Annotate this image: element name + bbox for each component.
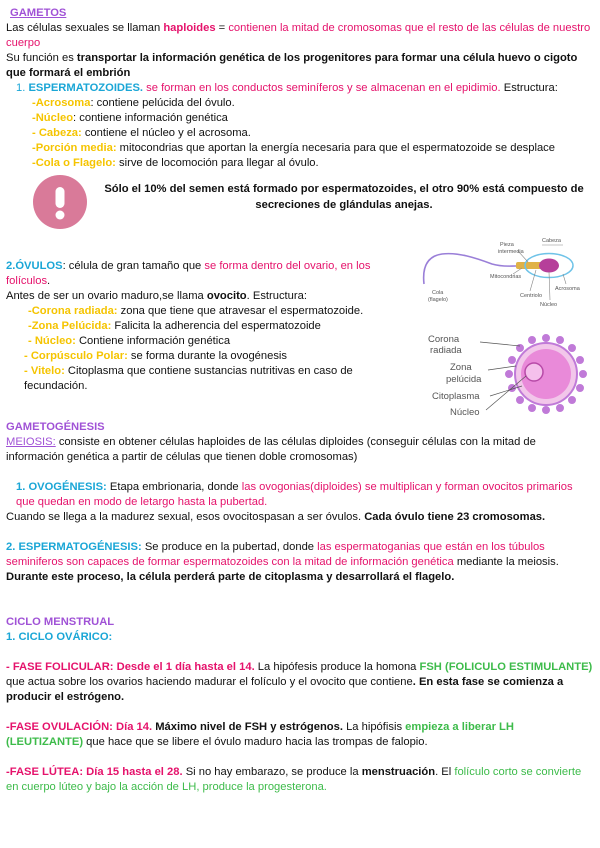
list-item — [32, 141, 594, 156]
list-item — [32, 156, 594, 171]
text-span: Su función es — [6, 52, 77, 64]
meiosis-label: MEIOSIS: — [6, 436, 56, 448]
espermatozoides-heading — [6, 81, 594, 96]
haploides-term: haploides — [163, 22, 216, 34]
label-centriolo: Centriolo — [520, 293, 543, 299]
spacer — [6, 645, 594, 660]
espermatogenesis-note: Durante este proceso, la célula perderá parte de citoplasma y desarrollará el flagelo. — [6, 571, 455, 583]
label-nucleo: Núcleo — [450, 407, 480, 418]
spacer — [6, 705, 594, 720]
text-span: que actua sobre los ovarios haciendo madurar el folículo y el ovocito que contiene — [6, 676, 413, 688]
label-zona: Zona — [450, 362, 472, 373]
item-label: - Cabeza: — [32, 127, 82, 139]
ovulos-title: 2.ÓVULOS — [6, 260, 63, 272]
ovulos-section — [6, 259, 416, 394]
text-span: mediante la meiosis. — [453, 556, 559, 568]
text-span: . — [47, 275, 51, 287]
fase-lutea-paragraph — [6, 765, 594, 795]
section-title-gametogenesis: GAMETOGÉNESIS — [6, 421, 105, 433]
text-span: que hace que se libere el óvulo maduro hacia las trompas de falopio. — [83, 736, 428, 748]
item-text: Contiene información genética — [75, 335, 231, 347]
ovogenesis-desc: las ovogonias(diploides) se multiplican y forman ovocitos primarios que quedan en modo de letargo hasta la pubertad. — [16, 481, 573, 508]
spacer — [6, 750, 594, 765]
item-text: Citoplasma que contiene sustancias nutritivas en caso de fecundación. — [24, 365, 353, 392]
ovogenesis-paragraph — [6, 480, 594, 510]
gametos-funcion-paragraph — [6, 51, 594, 81]
text-span: . El — [435, 766, 455, 778]
label-pieza: Pieza — [500, 242, 514, 248]
text-span: Antes de ser un ovario maduro,se llama — [6, 290, 207, 302]
ovocito-line — [6, 289, 416, 304]
label-acrosoma: Acrosoma — [555, 286, 580, 292]
espermatozoides-structure-list — [6, 96, 594, 171]
list-item — [24, 319, 416, 334]
list-item — [24, 304, 416, 319]
section-title-gametos: GAMETOS — [10, 7, 67, 19]
label-cabeza: Cabeza — [542, 238, 561, 244]
item-label: -Porción media: — [32, 142, 117, 154]
list-item — [24, 349, 416, 364]
alert-text: Sólo el 10% del semen está formado por espermatozoides, el otro 90% está compuesto de secreciones de glándulas anejas. — [104, 183, 584, 211]
espermatozoides-title: ESPERMATOZOIDES. — [28, 82, 144, 94]
label-corona: Corona — [428, 334, 460, 345]
gametos-haploides-paragraph — [6, 21, 594, 51]
fase-label: -FASE LÚTEA: — [6, 766, 84, 778]
label-citoplasma: Citoplasma — [432, 391, 480, 402]
list-item — [24, 364, 416, 394]
text-span: La hipófesis produce la homona — [254, 661, 420, 673]
label-intermedia: intermedia — [498, 249, 524, 255]
text-span: Se produce en la pubertad, donde — [141, 541, 318, 553]
exclamation-icon — [33, 175, 87, 229]
meiosis-paragraph — [6, 435, 594, 465]
ovocito-term: ovocito — [206, 290, 247, 302]
fase-folicular-paragraph — [6, 660, 594, 705]
espermatogenesis-title: 2. ESPERMATOGÉNESIS: — [6, 541, 142, 553]
item-label: - Corpúsculo Polar: — [24, 350, 128, 362]
fase-days: Día 15 hasta el 28. — [83, 766, 183, 778]
text-span: Cuando se llega a la madurez sexual, esos ovocitospasan a ser óvulos. — [6, 511, 365, 523]
ciclo-ovarico-subtitle: 1. CICLO OVÁRICO: — [6, 631, 113, 643]
ovulos-desc: se forma dentro del ovario, en los folículos — [6, 260, 371, 287]
sperm-diagram — [418, 236, 594, 318]
text-span: : célula de gran tamaño que — [62, 260, 205, 272]
ovogenesis-title: 1. OVOGÉNESIS: — [16, 481, 107, 493]
item-label: - Vitelo: — [24, 365, 65, 377]
text-span: La hipófisis — [342, 721, 406, 733]
ovule-diagram — [428, 330, 594, 422]
text-span: Las células sexuales se llaman — [6, 22, 164, 34]
ovulos-structure-list — [6, 304, 416, 394]
spacer — [6, 465, 594, 480]
text-span: Estructura: — [500, 82, 558, 94]
fsh-max-note: Máximo nivel de FSH y estrógenos. — [152, 721, 343, 733]
text-span: Etapa embrionaria, donde — [106, 481, 242, 493]
spacer — [6, 525, 594, 540]
label-pelucida: pelúcida — [446, 374, 482, 385]
espermatogenesis-paragraph — [6, 540, 594, 570]
alert-callout — [6, 175, 594, 233]
item-label: -Cola o Flagelo: — [32, 157, 116, 169]
label-cola: Cola — [432, 290, 444, 296]
fase-days: Día 14. — [112, 721, 153, 733]
meiosis-text: consiste en obtener células haploides de las células diploides (conseguir células con la mitad de información genética a partir de células que tienen doble cromosomas) — [6, 436, 536, 463]
item-text: se forma durante la ovogénesis — [127, 350, 288, 362]
label-radiada: radiada — [430, 345, 462, 356]
section-title-ciclo: CICLO MENSTRUAL — [6, 616, 115, 628]
list-item — [32, 111, 594, 126]
item-text: sirve de locomoción para llegar al óvulo. — [115, 157, 319, 169]
label-flagelo: (flagelo) — [428, 297, 448, 303]
espermatogenesis-desc: las espermatoganias que están en los túbulos seminiferos son capaces de formar espermatozoides con la mitad de información genética — [6, 541, 545, 568]
fase-label: -FASE OVULACIÓN: — [6, 721, 113, 733]
item-label: -Acrosoma — [32, 97, 91, 109]
list-item — [24, 334, 416, 349]
item-label: -Núcleo — [32, 112, 74, 124]
cromosomas-note: Cada óvulo tiene 23 cromosomas. — [364, 511, 546, 523]
ovulos-heading — [6, 259, 416, 289]
item-text: : contiene información genética — [73, 112, 228, 124]
list-item — [32, 96, 594, 111]
item-text: Falicita la adherencia del espermatozoide — [111, 320, 321, 332]
fase-label: - FASE FOLICULAR: — [6, 661, 114, 673]
funcion-text: transportar la información genética de los progenitores para formar una célula huevo o cigoto que formará el embrión — [6, 52, 578, 79]
item-label: -Zona Pelúcida: — [28, 320, 112, 332]
label-nucleo: Núcleo — [540, 302, 558, 308]
fase-days: Desde el 1 día hasta el 14. — [113, 661, 255, 673]
estrogeno-note: . En esta fase se comienza a producir el estrógeno. — [6, 676, 564, 703]
ovogenesis-followup — [6, 510, 594, 525]
item-label: -Corona radiada: — [28, 305, 118, 317]
item-label: - Núcleo: — [28, 335, 76, 347]
text-span: Si no hay embarazo, se produce la — [182, 766, 362, 778]
text-span: = — [215, 22, 229, 34]
fase-ovulacion-paragraph — [6, 720, 594, 750]
fsh-term: FSH (FOLICULO ESTIMULANTE) — [419, 661, 593, 673]
list-item — [32, 126, 594, 141]
item-text: : contiene pelúcida del óvulo. — [90, 97, 235, 109]
progesterona-note: folículo corto se convierte en cuerpo lúteo y bajo la acción de LH, produce la progesterona. — [6, 766, 582, 793]
item-text: mitocondrias que aportan la energía necesaria para que el espermatozoide se desplace — [116, 142, 556, 154]
list-number: 1. — [16, 82, 26, 94]
haploides-definition: contienen la mitad de cromosomas que el resto de las células de nuestro cuerpo — [6, 22, 591, 49]
text-span: . Estructura: — [246, 290, 307, 302]
label-mitocondrias: Mitocondrias — [490, 274, 522, 280]
menstruacion-term: menstruación — [361, 766, 436, 778]
item-text: contiene el núcleo y el acrosoma. — [81, 127, 251, 139]
lh-term: empieza a liberar LH (LEUTIZANTE) — [6, 721, 514, 748]
espermatozoides-desc: se forman en los conductos seminíferos y se almacenan en el epidimio. — [143, 82, 501, 94]
item-text: zona que tiene que atravesar el espermatozoide. — [117, 305, 364, 317]
